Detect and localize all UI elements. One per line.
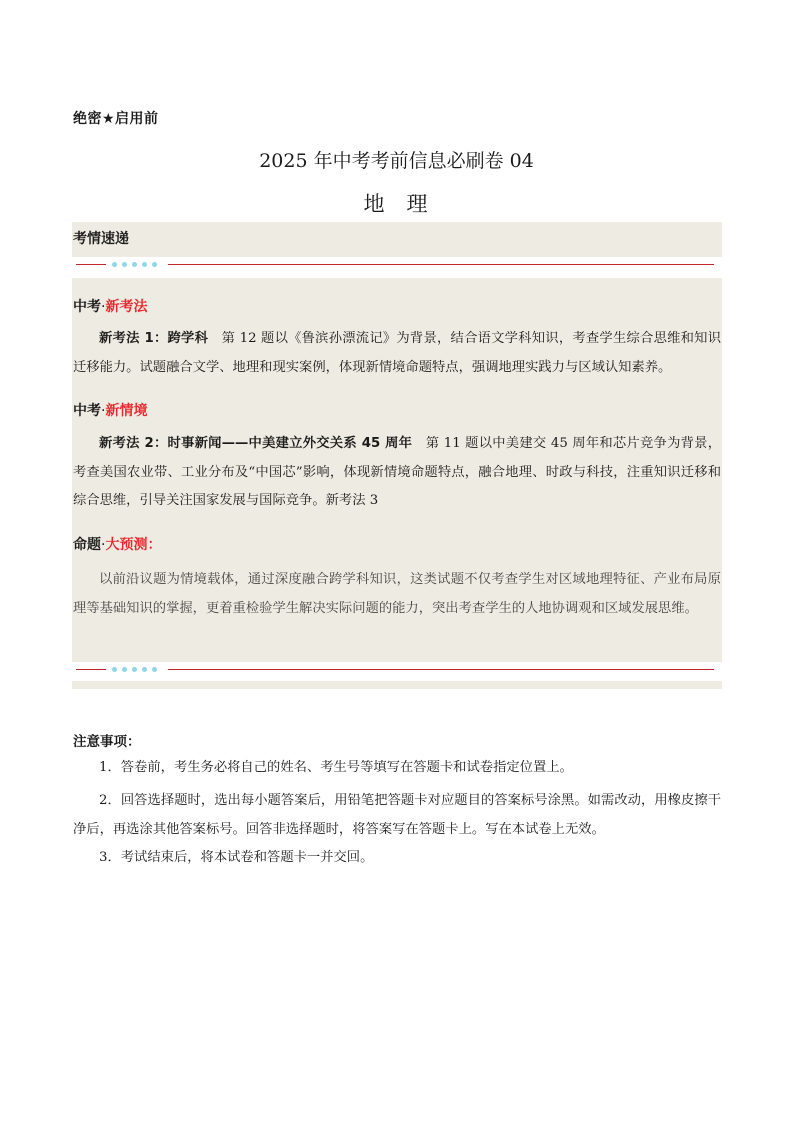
block-paragraph-new-context [73,430,721,516]
notice-item-1: 1．答卷前，考生务必将自己的姓名、考生号等填写在答题卡和试卷指定位置上。 [99,760,573,775]
block-lead: 新考法 1：跨学科 [99,331,209,346]
divider-dots [112,261,157,269]
block-text: 第 12 题以《鲁滨孙漂流记》为背景，结合语文学科知识，考查学生综合思维和知识迁移能力。试题融合文学、地理和现实案例，体现新情境命题特点，强调地理实践力与区域认知素养。 [73,331,722,375]
block-heading-prediction: 命题·大预测： [73,537,162,553]
divider-bottom [72,664,722,676]
block-lead: 新考法 2：时事新闻——中美建立外交关系 45 周年 [99,436,413,451]
notice-item-3: 3．考试结束后，将本试卷和答题卡一并交回。 [99,850,374,865]
block-paragraph-prediction [73,566,721,623]
divider-line-long [168,669,714,670]
divider-line-short [76,264,106,265]
block-paragraph-new-method [73,325,721,382]
divider-dots [112,666,157,674]
subject-char-2: 理 [406,192,430,216]
page-title: 2025 年中考考前信息必刷卷 04 [259,150,534,172]
exam-info-label: 考情速递 [73,231,129,247]
divider-line-long [168,264,714,265]
subject-title [0,188,793,218]
block-text: 以前沿议题为情境载体，通过深度融合跨学科知识，这类试题不仅考查学生对区域地理特征、产业布局原理等基础知识的掌握，更着重检验学生解决实际问题的能力，突出考查学生的人地协调观和区域发展思维。 [73,572,721,616]
divider-top [72,259,722,271]
block-heading-new-context: 中考·新情境 [73,403,148,419]
block-heading-new-method: 中考·新考法 [73,299,148,315]
block-text: 第 11 题以中美建交 45 周年和芯片竞争为背景，考查美国农业带、工业分布及“中国芯”影响，体现新情境命题特点，融合地理、时政与科技，注重知识迁移和综合思维，引导关注国家发展与国际竞争。新考法 3 [73,436,721,508]
exam-info-footer-band [72,681,722,689]
notice-title: 注意事项： [73,734,141,750]
notice-item-2: 2．回答选择题时，选出每小题答案后，用铅笔把答题卡对应题目的答案标号涂黑。如需改动，用橡皮擦干净后，再选涂其他答案标号。回答非选择题时，将答案写在答题卡上。写在本试卷上无效。 [73,793,721,837]
confidential-label: 绝密★启用前 [73,111,159,127]
subject-char-1: 地 [363,192,387,216]
divider-line-short [76,669,106,670]
exam-info-header-band [72,222,722,257]
